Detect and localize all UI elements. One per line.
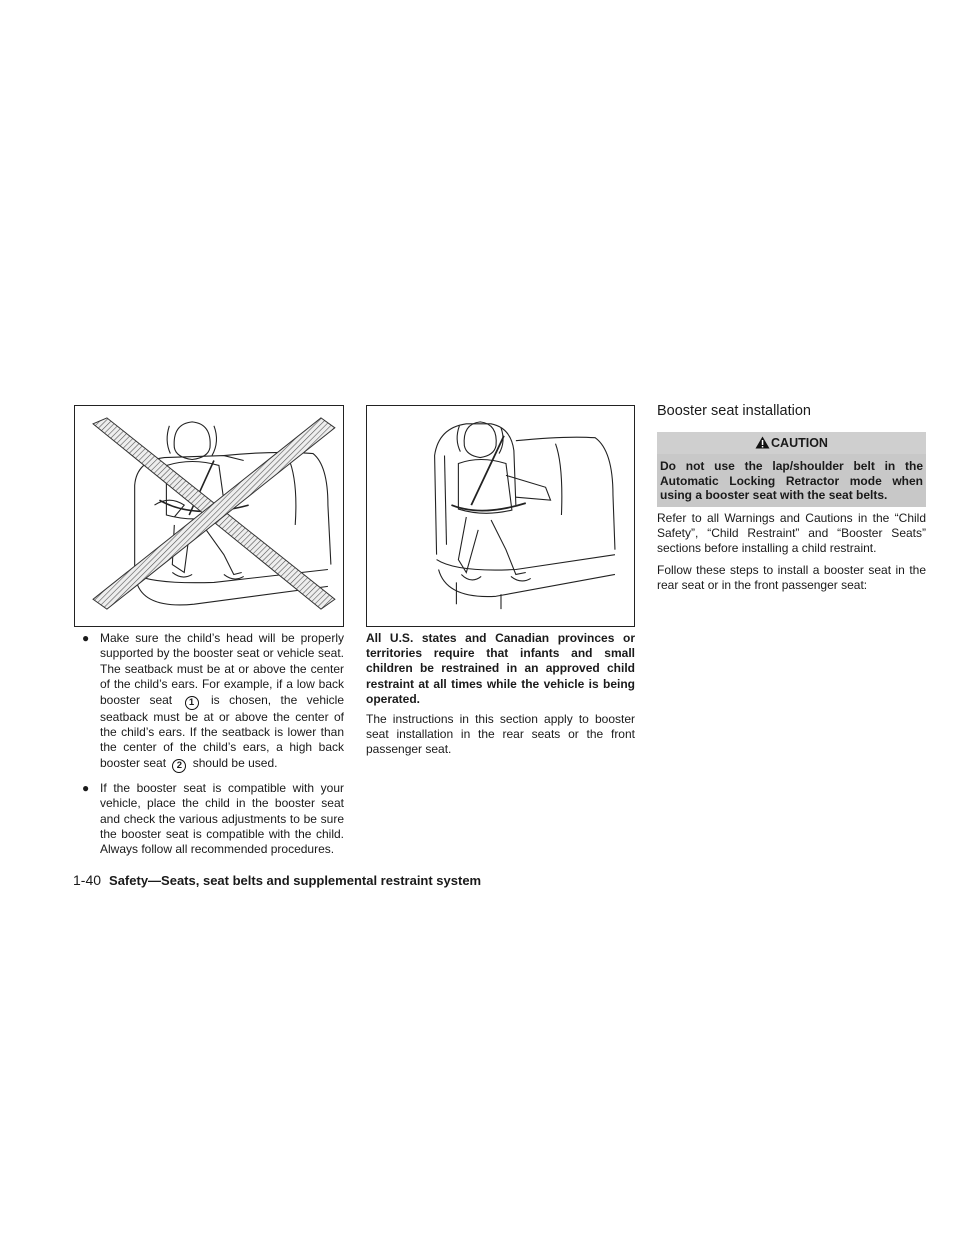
booster-seat-correct-illustration xyxy=(367,406,634,626)
footer-title: Safety—Seats, seat belts and supplemental restraint system xyxy=(109,873,482,888)
booster-seat-incorrect-illustration xyxy=(75,406,343,626)
caution-title: CAUTION xyxy=(771,436,828,450)
caution-text: Do not use the lap/shoulder belt in the Automatic Locking Retractor mode when using a booster seat with the seat belts. xyxy=(657,454,926,507)
callout-number-2: 2 xyxy=(172,759,186,773)
caution-box xyxy=(657,432,926,507)
warning-triangle-icon xyxy=(755,436,770,449)
caution-header xyxy=(657,432,926,454)
left-column xyxy=(73,631,344,866)
bullet-icon: ● xyxy=(82,631,90,645)
bullet-list xyxy=(73,631,344,858)
restraint-requirement-notice: All U.S. states and Canadian provinces or territories require that infants and small children be restrained in an approved child restraint at all times while the vehicle is being operated. xyxy=(366,631,635,706)
list-item xyxy=(73,781,344,858)
bullet-text-part: Make sure the child’s head will be properly supported by the booster seat or vehicle seat. The seatback must be at or above the center of the child’s ears. For example, if a low back booster seat xyxy=(100,631,344,707)
callout-number-1: 1 xyxy=(185,696,199,710)
bullet-text-part: is chosen, the vehicle seatback must be at or above the center of the child’s ears. If the seatback is lower than the center of the child’s ears, a high back booster seat xyxy=(100,692,345,770)
figure-incorrect-booster xyxy=(74,405,344,627)
bullet-text-part: should be used. xyxy=(192,755,278,770)
follow-steps-paragraph: Follow these steps to install a booster seat in the rear seat or in the front passenger seat: xyxy=(657,563,926,593)
bullet-text: If the booster seat is compatible with your vehicle, place the child in the booster seat and check the various adjustments to be sure the booster seat is compatible with the child. Always follow all recommended procedures. xyxy=(100,780,344,857)
section-heading: Booster seat installation xyxy=(657,403,811,419)
page-number: 1-40 xyxy=(73,872,102,888)
instructions-scope-paragraph: The instructions in this section apply to booster seat installation in the rear seats or the front passenger seat. xyxy=(366,712,635,757)
figure-correct-booster xyxy=(366,405,635,627)
refer-warnings-paragraph: Refer to all Warnings and Cautions in the “Child Safety”, “Child Restraint” and “Booster Seats” sections before installing a child restraint. xyxy=(657,511,926,556)
bullet-icon: ● xyxy=(82,780,90,795)
page-footer xyxy=(73,872,481,888)
list-item xyxy=(73,631,344,773)
